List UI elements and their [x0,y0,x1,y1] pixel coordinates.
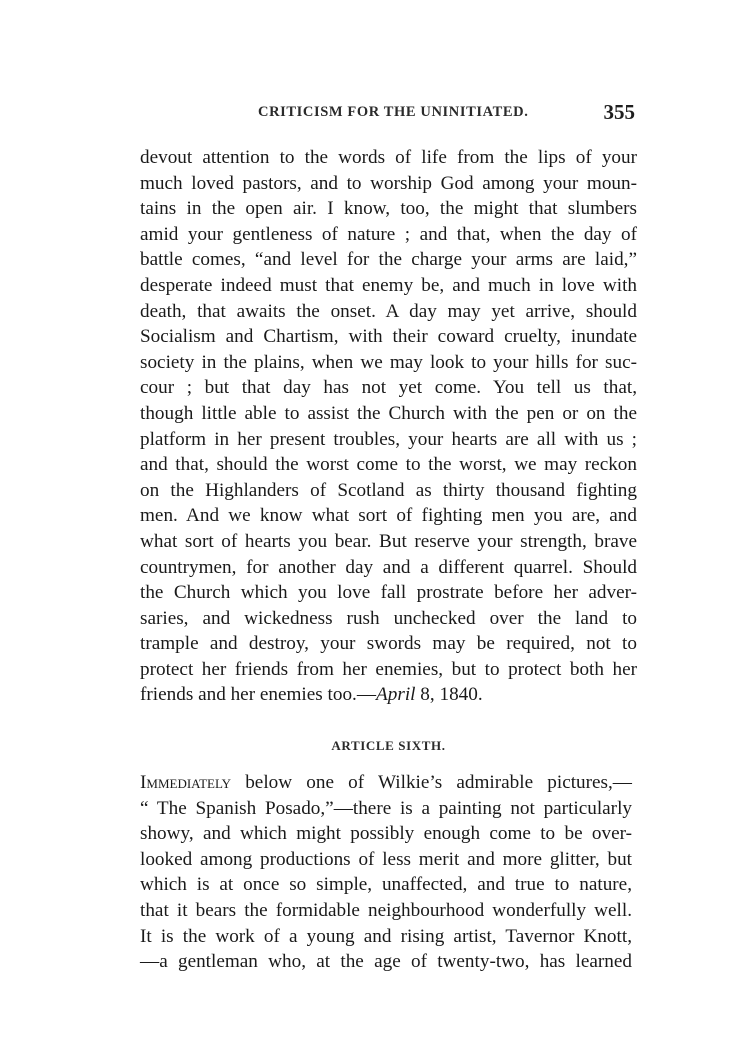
closing-text: friends and her enemies too.— [140,684,377,706]
text-line: devout attention to the words of life from the lips of your [140,147,637,168]
date-month: April [376,684,416,706]
opening-word: Immediately [140,772,232,793]
text-line: cour ; but that day has not yet come. You tell us that, [140,377,637,399]
text-line: It is the work of a young and rising artist, Tavernor Knott, [140,925,632,947]
text-line: which is at once so simple, unaffected, and true to nature, [140,874,632,896]
text-line: showy, and which might possibly enough come to be over- [140,823,632,845]
text-line: Socialism and Chartism, with their coward cruelty, inundate [140,326,637,348]
text-line: the Church which you love fall prostrate before her adver- [140,582,637,604]
paragraph-continuation [140,145,637,708]
running-head [140,100,635,130]
text-line: amid your gentleness of nature ; and that, when the day of [140,223,637,245]
page-number: 355 [603,100,635,124]
text-line: tains in the open air. I know, too, the might that slumbers [140,198,637,220]
article-heading: ARTICLE SIXTH. [331,738,446,753]
text-line: platform in her present troubles, your hearts are all with us ; [140,428,637,450]
article-paragraph [140,770,632,975]
text-line: that it bears the formidable neighbourhood wonderfully well. [140,899,632,921]
text-line: countrymen, for another day and a different quarrel. Should [140,556,637,578]
text-line: trample and destroy, your swords may be required, not to [140,633,637,655]
text-line: —a gentleman who, at the age of twenty-two, has learned [140,951,632,973]
text-line: society in the plains, when we may look to your hills for suc- [140,351,637,373]
text-line: what sort of hearts you bear. But reserve your strength, brave [140,530,637,552]
text-line: looked among productions of less merit and more glitter, but [140,848,632,870]
running-title: CRITICISM FOR THE UNINITIATED. [258,104,529,120]
date-day-year: 8, 1840. [415,684,483,706]
text-line: on the Highlanders of Scotland as thirty thousand fighting [140,479,637,501]
text-line-dated [140,682,637,708]
text-line: death, that awaits the onset. A day may yet arrive, should [140,300,637,322]
text-line: desperate indeed must that enemy be, and much in love with [140,274,637,296]
text-line: saries, and wickedness rush unchecked over the land to [140,607,637,629]
text-line: protect her friends from her enemies, but to protect both her [140,658,637,680]
text-line: “ The Spanish Posado,”—there is a painting not particularly [140,797,632,819]
text-line: though little able to assist the Church with the pen or on the [140,402,637,424]
text-line: men. And we know what sort of fighting men you are, and [140,505,637,527]
text-line: battle comes, “and level for the charge your arms are laid,” [140,249,637,271]
text-line: much loved pastors, and to worship God among your moun- [140,172,637,194]
opening-line-rest: below one of Wilkie’s admirable pictures,— [231,772,632,793]
text-line-opening [140,770,632,796]
text-line: and that, should the worst come to the worst, we may reckon [140,454,637,476]
